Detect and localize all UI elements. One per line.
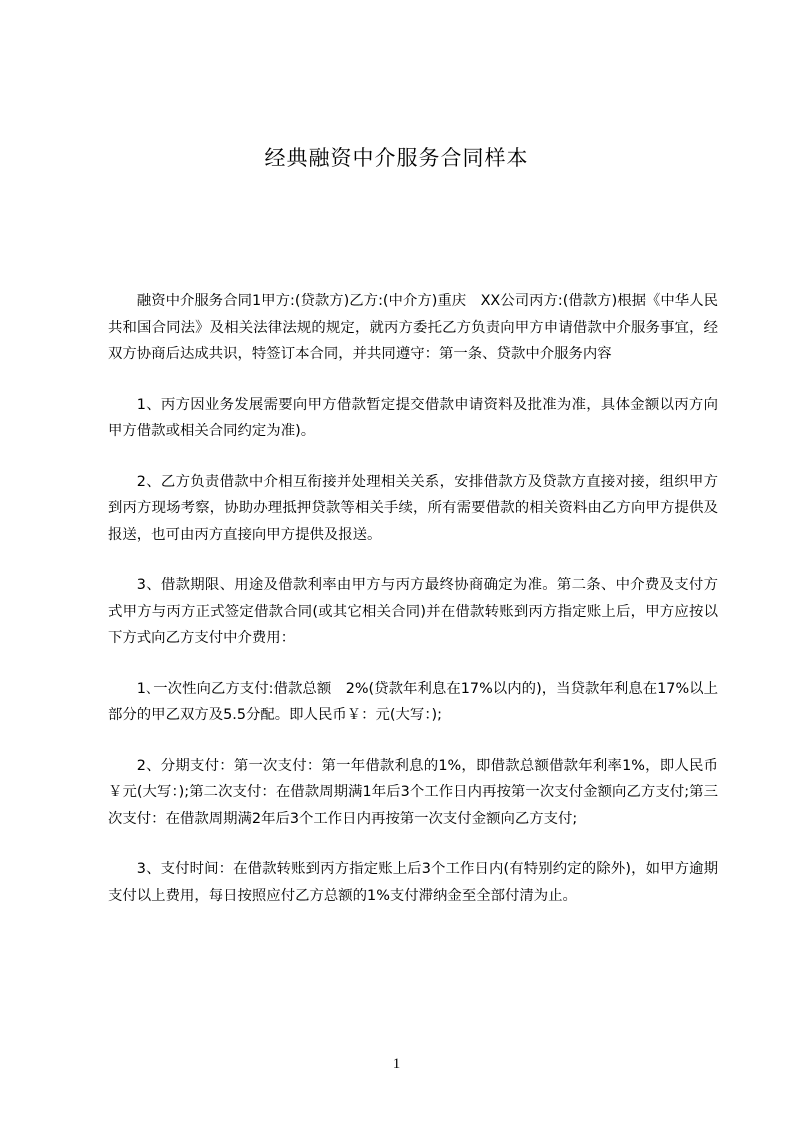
paragraph-payment-3: 3、支付时间：在借款转账到丙方指定账上后3个工作日内(有特别约定的除外)，如甲方逾期支付以上费用，每日按照应付乙方总额的1%支付滞纳金至全部付清为止。 (108, 861, 718, 904)
paragraph-payment-2: 2、分期支付：第一次支付：第一年借款利息的1%，即借款总额借款年利率1%，即人民币￥元(大写：);第二次支付：在借款周期满1年后3个工作日内再按第一次支付金额向乙方支付;第三次支付：在借款周期满2年后3个工作日内再按第一次支付金额向乙方支付; (108, 757, 718, 827)
paragraph-intro: 融资中介服务合同1甲方:(贷款方)乙方:(中介方)重庆 XX公司丙方:(借款方)根据《中华人民共和国合同法》及相关法律法规的规定，就丙方委托乙方负责向甲方申请借款中介服务事宜，经双方协商后达成共识，特签订本合同，并共同遵守：第一条、贷款中介服务内容 (108, 293, 718, 362)
paragraph-clause-2: 2、乙方负责借款中介相互衔接并处理相关关系，安排借款方及贷款方直接对接，组织甲方到丙方现场考察，协助办理抵押贷款等相关手续，所有需要借款的相关资料由乙方向甲方提供及报送，也可由丙方直接向甲方提供及报送。 (108, 473, 718, 543)
paragraph-clause-3: 3、借款期限、用途及借款利率由甲方与丙方最终协商确定为准。第二条、中介费及支付方式甲方与丙方正式签定借款合同(或其它相关合同)并在借款转账到丙方指定账上后，甲方应按以下方式向乙方支付中介费用： (108, 577, 718, 646)
document-title: 经典融资中介服务合同样本 (264, 146, 529, 170)
document-body (108, 288, 718, 933)
paragraph-clause-1: 1、丙方因业务发展需要向甲方借款暂定提交借款申请资料及批准为准，具体金额以丙方向甲方借款或相关合同约定为准)。 (108, 396, 718, 439)
page-number: 1 (392, 1056, 401, 1072)
paragraph-payment-1: 1､一次性向乙方支付:借款总额 2%(贷款年利息在17%以内的)，当贷款年利息在17%以上部分的甲乙双方及5.5分配。即人民币￥：元(大写：); (108, 680, 718, 723)
